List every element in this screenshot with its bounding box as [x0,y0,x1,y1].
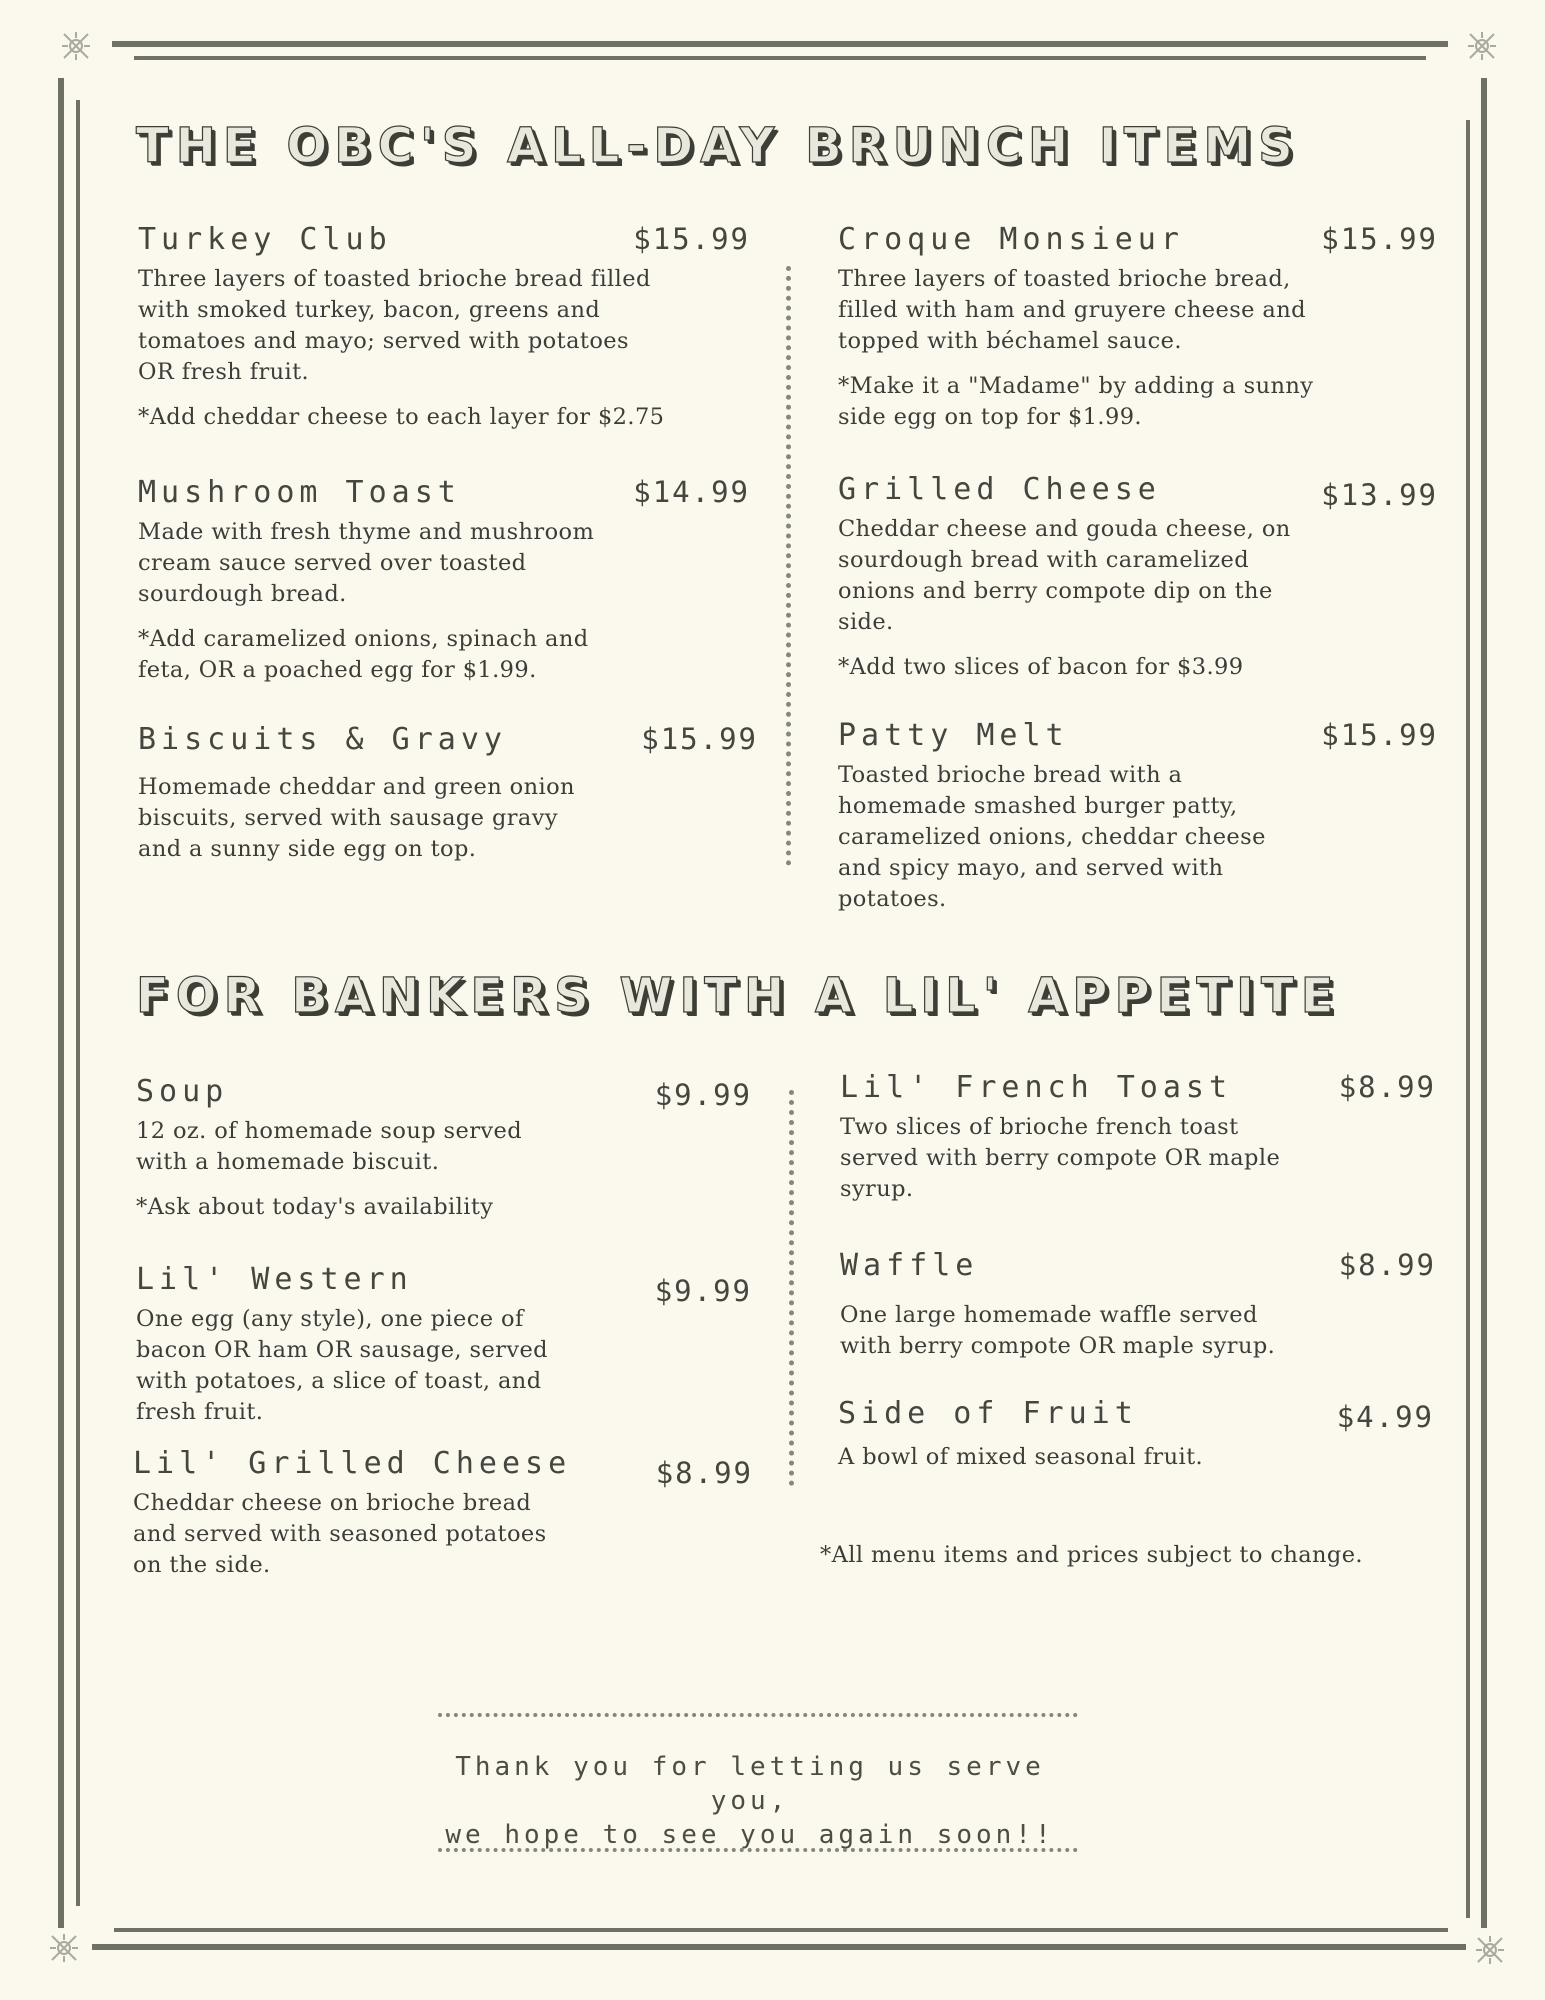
item-price: $15.99 [1321,222,1438,256]
item-name: Turkey Club [138,222,392,257]
item-name: Croque Monsieur [838,222,1184,257]
closing-divider-bottom [438,1848,1078,1852]
corner-ornament-icon-top-right [1464,28,1500,64]
menu-item-lil-western [136,1262,752,1428]
menu-item-turkey-club [138,222,750,433]
item-price: $15.99 [633,222,750,256]
item-name: Lil' Grilled Cheese [133,1446,572,1481]
item-description: Made with fresh thyme and mushroom cream sauce served over toasted sourdough bread. [138,519,595,607]
item-name: Waffle [840,1248,979,1283]
item-description: Three layers of toasted brioche bread filled with smoked turkey, bacon, greens and tomatoes and mayo; served with potatoes OR fresh fruit. [138,266,651,385]
item-description: A bowl of mixed seasonal fruit. [838,1444,1204,1470]
item-name: Soup [136,1074,229,1109]
item-description: 12 oz. of homemade soup served with a homemade biscuit. [136,1118,523,1175]
item-description: Two slices of brioche french toast served with berry compote OR maple syrup. [840,1114,1281,1202]
column-divider-lil-appetite [789,1090,794,1486]
menu-item-croque-monsieur [838,222,1438,433]
bottom-border-line-2 [92,1944,1466,1950]
item-name: Side of Fruit [838,1396,1138,1431]
item-price: $9.99 [654,1078,752,1112]
top-border-line-2 [134,56,1426,60]
price-disclaimer: *All menu items and prices subject to change. [820,1542,1363,1568]
left-border-line-2 [76,100,80,1906]
item-description: Toasted brioche bread with a homemade smashed burger patty, caramelized onions, cheddar cheese and spicy mayo, and served with potatoes. [838,762,1266,912]
menu-item-lil-french-toast [840,1070,1436,1205]
item-note: *Add two slices of bacon for $3.99 [838,654,1244,680]
item-note: *Add caramelized onions, spinach and feta, OR a poached egg for $1.99. [138,626,589,683]
menu-item-side-of-fruit [838,1396,1434,1473]
item-price: $15.99 [641,722,758,756]
right-border-line-2 [1481,78,1487,1928]
item-description: Three layers of toasted brioche bread, filled with ham and gruyere cheese and topped with béchamel sauce. [838,266,1306,354]
corner-ornament-icon-bottom-left [46,1930,82,1966]
corner-ornament-icon-bottom-right [1472,1932,1508,1968]
item-price: $15.99 [1321,718,1438,752]
item-name: Mushroom Toast [138,475,461,510]
item-description: One large homemade waffle served with berry compote OR maple syrup. [840,1302,1276,1359]
section-title-lil-appetite: FOR BANKERS WITH A LIL' APPETITE [136,968,1341,1024]
item-note: *Ask about today's availability [136,1194,494,1220]
closing-message: Thank you for letting us serve you, we hope to see you again soon!! [445,1752,1055,1850]
section-title-brunch: THE OBC'S ALL-DAY BRUNCH ITEMS [136,118,1300,174]
menu-item-lil-grilled-cheese [133,1446,753,1581]
menu-item-waffle [840,1248,1436,1362]
item-description: Homemade cheddar and green onion biscuits, served with sausage gravy and a sunny side egg on top. [138,774,575,862]
item-note: *Make it a "Madame" by adding a sunny side egg on top for $1.99. [838,373,1314,430]
item-price: $13.99 [1321,478,1438,512]
top-border-line-1 [112,41,1448,47]
item-price: $8.99 [655,1456,753,1490]
left-border-line-1 [58,78,64,1928]
menu-item-biscuits-gravy [138,722,758,865]
item-price: $8.99 [1338,1070,1436,1104]
right-border-line-1 [1466,120,1470,1918]
corner-ornament-icon-top-left [58,28,94,64]
item-description: One egg (any style), one piece of bacon OR ham OR sausage, served with potatoes, a slice of toast, and fresh fruit. [136,1306,548,1425]
item-name: Lil' French Toast [840,1070,1233,1105]
item-price: $9.99 [654,1274,752,1308]
item-name: Lil' Western [136,1262,413,1297]
column-divider-brunch [786,266,791,866]
item-name: Grilled Cheese [838,472,1161,507]
item-price: $14.99 [633,475,750,509]
item-description: Cheddar cheese and gouda cheese, on sourdough bread with caramelized onions and berry compote dip on the side. [838,516,1291,635]
menu-item-patty-melt [838,718,1438,915]
item-price: $4.99 [1336,1400,1434,1434]
item-name: Patty Melt [838,718,1069,753]
item-price: $8.99 [1338,1248,1436,1282]
item-note: *Add cheddar cheese to each layer for $2.75 [138,404,665,430]
closing-divider-top [438,1713,1078,1717]
menu-item-grilled-cheese [838,472,1438,683]
item-description: Cheddar cheese on brioche bread and served with seasoned potatoes on the side. [133,1490,547,1578]
menu-item-mushroom-toast [138,475,750,686]
bottom-border-line-1 [114,1928,1448,1932]
item-name: Biscuits & Gravy [138,722,507,757]
menu-item-soup [136,1074,752,1223]
